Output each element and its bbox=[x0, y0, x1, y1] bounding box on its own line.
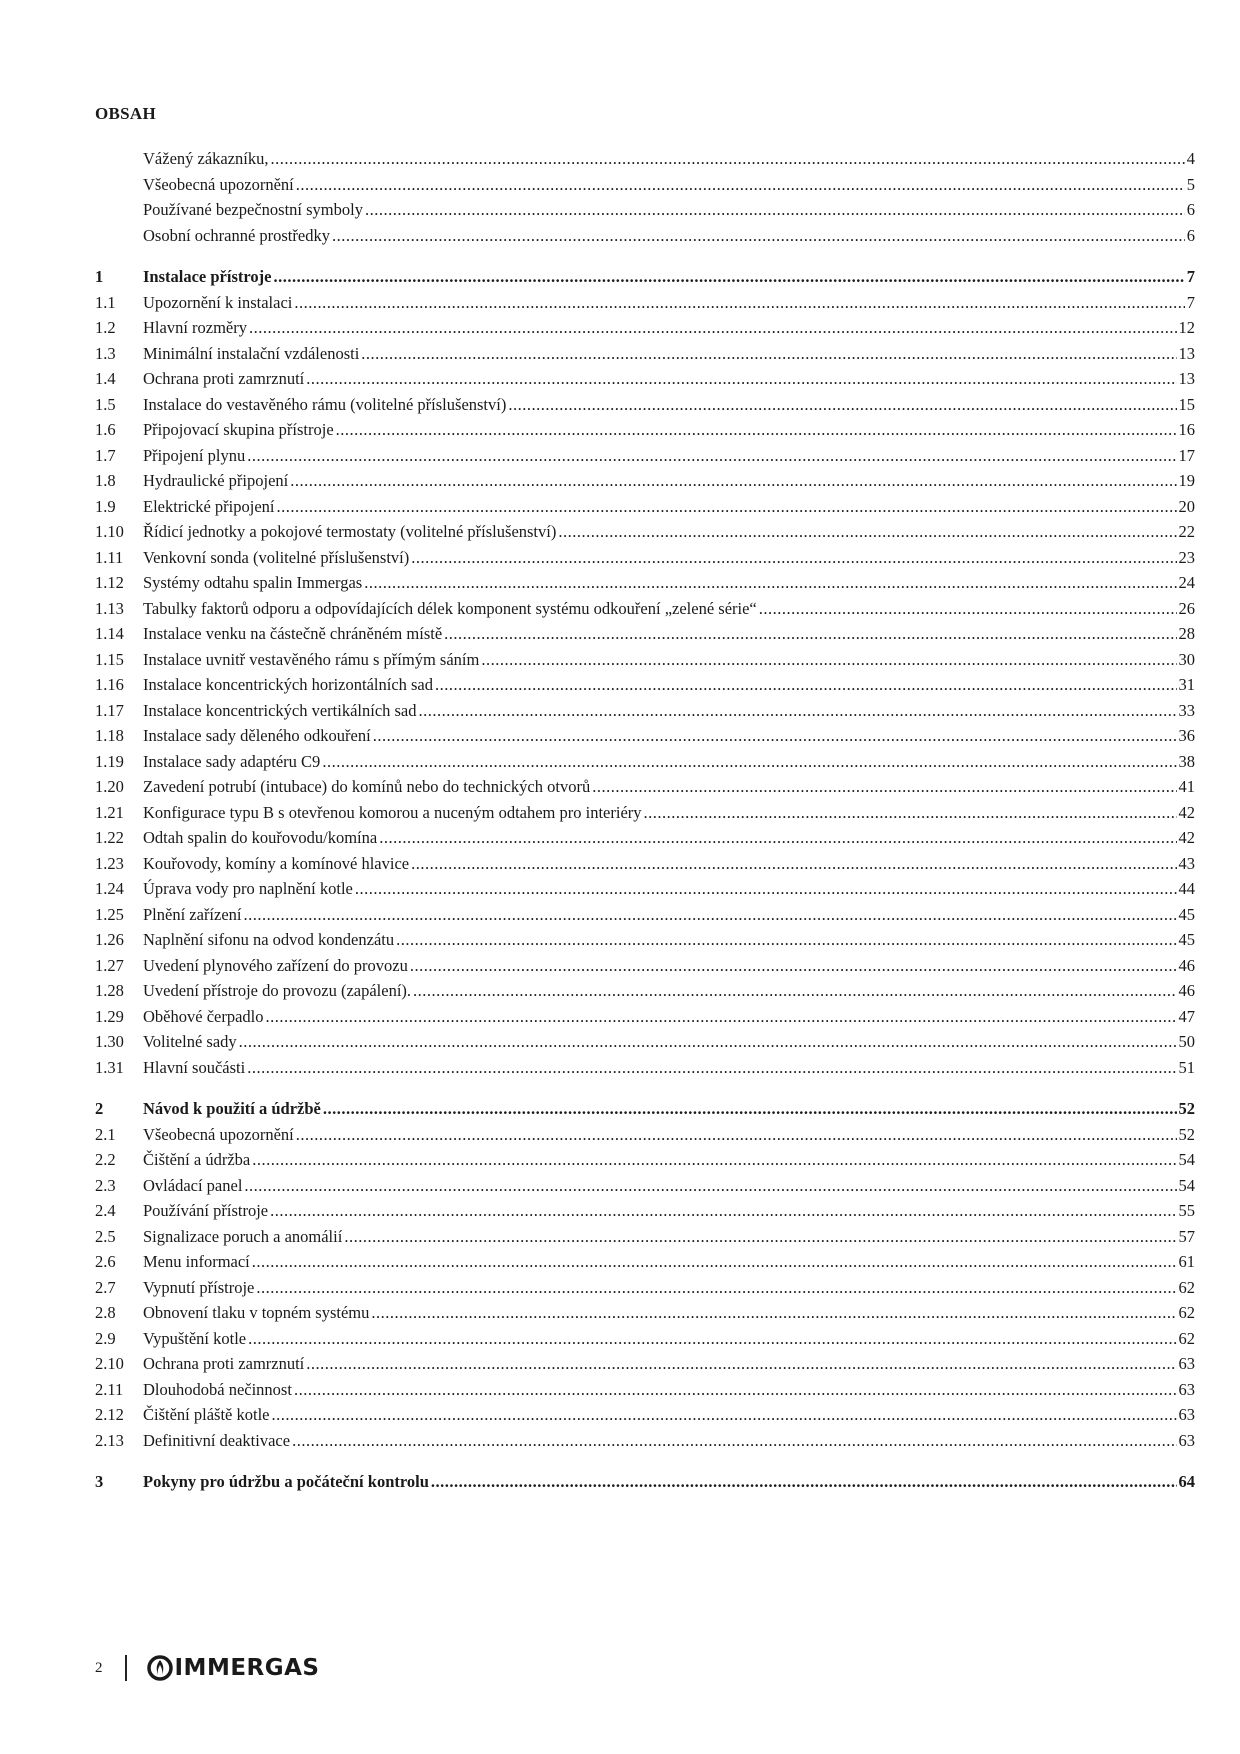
footer-divider bbox=[125, 1655, 127, 1681]
toc-number: 2.13 bbox=[95, 1430, 124, 1450]
toc-page-number: 57 bbox=[1178, 1226, 1195, 1246]
toc-page-number: 50 bbox=[1178, 1032, 1195, 1051]
toc-row[interactable] bbox=[95, 315, 1195, 341]
toc-row[interactable] bbox=[95, 672, 1195, 698]
toc-number: 1.13 bbox=[95, 598, 124, 618]
toc-page-number: 63 bbox=[1178, 1354, 1195, 1373]
toc-leader-dots bbox=[244, 1173, 1176, 1199]
toc-title: Instalace koncentrických horizontálních sad bbox=[143, 675, 434, 694]
toc-page-number: 62 bbox=[1178, 1303, 1195, 1322]
toc-number: 2.11 bbox=[95, 1379, 124, 1399]
toc-page-number: 30 bbox=[1178, 649, 1195, 669]
toc-row[interactable] bbox=[95, 749, 1195, 775]
toc-number: 1.22 bbox=[95, 828, 124, 847]
toc-page-number: 62 bbox=[1178, 1328, 1195, 1348]
toc-title: Ovládací panel bbox=[143, 1175, 243, 1195]
toc-title: Pokyny pro údržbu a počáteční kontrolu bbox=[143, 1472, 429, 1491]
toc-title: Ochrana proti zamrznutí bbox=[143, 369, 305, 388]
toc-row[interactable] bbox=[95, 1173, 1195, 1199]
toc-number: 1.10 bbox=[95, 522, 124, 541]
toc-number: 1.28 bbox=[95, 981, 124, 1000]
toc-leader-dots bbox=[435, 672, 1176, 698]
toc-title: Elektrické připojení bbox=[143, 496, 275, 516]
toc-title: Ochrana proti zamrznutí bbox=[143, 1354, 305, 1373]
toc-page-number: 63 bbox=[1178, 1405, 1195, 1424]
immergas-logo bbox=[147, 1655, 320, 1681]
toc-leader-dots bbox=[431, 1469, 1177, 1495]
toc-page-number: 52 bbox=[1178, 1124, 1195, 1144]
toc-page-number: 4 bbox=[1186, 149, 1195, 168]
toc-page-number: 19 bbox=[1178, 471, 1195, 490]
toc-leader-dots bbox=[273, 264, 1184, 290]
toc-leader-dots bbox=[252, 1249, 1177, 1275]
toc-number: 1.21 bbox=[95, 802, 124, 822]
toc-title: Odtah spalin do kouřovodu/komína bbox=[143, 828, 378, 847]
toc-leader-dots bbox=[306, 366, 1176, 392]
toc-page-number: 15 bbox=[1178, 394, 1195, 414]
toc-leader-dots bbox=[508, 392, 1176, 418]
toc-leader-dots bbox=[332, 223, 1185, 249]
toc-page-number: 41 bbox=[1178, 777, 1195, 796]
toc-title: Volitelné sady bbox=[143, 1032, 237, 1051]
toc-leader-dots bbox=[336, 417, 1177, 443]
toc-page-number: 63 bbox=[1178, 1430, 1195, 1450]
toc-leader-dots bbox=[481, 647, 1176, 673]
toc-chapter-row[interactable] bbox=[95, 1096, 1195, 1122]
toc-page-number: 24 bbox=[1178, 573, 1195, 592]
toc-number: 1.18 bbox=[95, 726, 124, 745]
toc-number: 1.3 bbox=[95, 343, 116, 363]
immergas-flame-icon bbox=[147, 1655, 173, 1681]
toc-page-number: 20 bbox=[1178, 496, 1195, 516]
toc-leader-dots bbox=[270, 1198, 1176, 1224]
toc-row[interactable] bbox=[95, 851, 1195, 877]
toc-title: Používání přístroje bbox=[143, 1201, 269, 1220]
toc-row[interactable] bbox=[95, 1004, 1195, 1030]
toc-page-number: 45 bbox=[1178, 930, 1195, 949]
toc-page-number: 51 bbox=[1178, 1057, 1195, 1077]
toc-row[interactable] bbox=[95, 978, 1195, 1004]
toc-leader-dots bbox=[644, 800, 1177, 826]
toc-row[interactable] bbox=[95, 876, 1195, 902]
toc-page-number: 31 bbox=[1178, 675, 1195, 694]
toc-title: Čištění a údržba bbox=[143, 1150, 251, 1169]
toc-title: Instalace venku na částečně chráněném místě bbox=[143, 624, 443, 643]
toc-title: Tabulky faktorů odporu a odpovídajících délek komponent systému odkouření „zelené série“ bbox=[143, 598, 757, 618]
toc-page-number: 13 bbox=[1178, 369, 1195, 388]
toc-leader-dots bbox=[411, 851, 1176, 877]
toc-title: Systémy odtahu spalin Immergas bbox=[143, 573, 363, 592]
toc-leader-dots bbox=[249, 315, 1176, 341]
toc-page-number: 45 bbox=[1178, 904, 1195, 924]
toc-number: 1 bbox=[95, 267, 104, 286]
toc-leader-dots bbox=[323, 1096, 1177, 1122]
toc-leader-dots bbox=[247, 443, 1176, 469]
toc-chapter-1-group bbox=[95, 264, 1195, 1080]
toc-number: 1.12 bbox=[95, 573, 124, 592]
toc-title: Konfigurace typu B s otevřenou komorou a nuceným odtahem pro interiéry bbox=[143, 802, 642, 822]
toc-row[interactable] bbox=[95, 1300, 1195, 1326]
toc-number: 2.5 bbox=[95, 1226, 116, 1246]
toc-leader-dots bbox=[759, 596, 1177, 622]
toc-title: Kouřovody, komíny a komínové hlavice bbox=[143, 853, 410, 873]
toc-page-number: 23 bbox=[1178, 547, 1195, 567]
toc-number: 2.12 bbox=[95, 1405, 124, 1424]
toc-leader-dots bbox=[344, 1224, 1176, 1250]
toc-page-number: 63 bbox=[1178, 1379, 1195, 1399]
toc-row[interactable] bbox=[95, 953, 1195, 979]
toc-page-number: 46 bbox=[1178, 955, 1195, 975]
toc-leader-dots bbox=[379, 825, 1176, 851]
toc-leader-dots bbox=[277, 494, 1177, 520]
toc-number: 1.15 bbox=[95, 649, 124, 669]
toc-row[interactable] bbox=[95, 927, 1195, 953]
toc-title: Používané bezpečnostní symboly bbox=[143, 200, 363, 219]
toc-row[interactable] bbox=[95, 1055, 1195, 1081]
toc-page-number: 33 bbox=[1178, 700, 1195, 720]
toc-row[interactable] bbox=[95, 1275, 1195, 1301]
toc-leader-dots bbox=[419, 698, 1177, 724]
toc-number: 1.11 bbox=[95, 547, 124, 567]
toc-title: Dlouhodobá nečinnost bbox=[143, 1379, 292, 1399]
toc-title: Minimální instalační vzdálenosti bbox=[143, 343, 360, 363]
toc-page-number: 54 bbox=[1178, 1175, 1195, 1195]
toc-number: 1.25 bbox=[95, 904, 124, 924]
toc-leader-dots bbox=[371, 1300, 1176, 1326]
toc-chapter-row[interactable] bbox=[95, 264, 1195, 290]
toc-row[interactable] bbox=[95, 417, 1195, 443]
toc-page-number: 6 bbox=[1186, 225, 1195, 245]
toc-preface-group bbox=[95, 146, 1195, 248]
toc-number: 1.8 bbox=[95, 471, 116, 490]
toc-title: Zavedení potrubí (intubace) do komínů nebo do technických otvorů bbox=[143, 777, 591, 796]
toc-leader-dots bbox=[294, 1377, 1177, 1403]
toc-page-number: 28 bbox=[1178, 624, 1195, 643]
toc-row[interactable] bbox=[95, 1351, 1195, 1377]
toc-row[interactable] bbox=[95, 698, 1195, 724]
toc-row[interactable] bbox=[95, 800, 1195, 826]
toc-leader-dots bbox=[256, 1275, 1176, 1301]
toc-page-number: 42 bbox=[1178, 802, 1195, 822]
toc-leader-dots bbox=[247, 1055, 1176, 1081]
toc-number: 1.20 bbox=[95, 777, 124, 796]
toc-page-number: 61 bbox=[1178, 1252, 1195, 1271]
toc-title: Obnovení tlaku v topném systému bbox=[143, 1303, 370, 1322]
toc-leader-dots bbox=[292, 1428, 1176, 1454]
toc-title: Návod k použití a údržbě bbox=[143, 1099, 321, 1118]
toc-number: 2 bbox=[95, 1099, 104, 1118]
toc-leader-dots bbox=[413, 978, 1176, 1004]
toc-row[interactable] bbox=[95, 197, 1195, 223]
toc-title: Čištění pláště kotle bbox=[143, 1405, 270, 1424]
toc-row[interactable] bbox=[95, 223, 1195, 249]
toc-number: 1.9 bbox=[95, 496, 116, 516]
toc-page-number: 6 bbox=[1186, 200, 1195, 219]
toc-page-number: 13 bbox=[1178, 343, 1195, 363]
toc-chapter-3-group bbox=[95, 1469, 1195, 1495]
toc-title: Instalace sady děleného odkouření bbox=[143, 726, 371, 745]
toc-leader-dots bbox=[306, 1351, 1176, 1377]
toc-row[interactable] bbox=[95, 1224, 1195, 1250]
table-of-contents bbox=[95, 146, 1195, 1511]
toc-title: Hlavní součásti bbox=[143, 1057, 246, 1077]
toc-leader-dots bbox=[266, 1004, 1177, 1030]
toc-title: Uvedení plynového zařízení do provozu bbox=[143, 955, 408, 975]
toc-chapter-2-group bbox=[95, 1096, 1195, 1453]
toc-row[interactable] bbox=[95, 825, 1195, 851]
toc-row[interactable] bbox=[95, 545, 1195, 571]
toc-number: 2.7 bbox=[95, 1277, 116, 1297]
toc-number: 2.10 bbox=[95, 1354, 124, 1373]
toc-page-number: 42 bbox=[1178, 828, 1195, 847]
toc-page-number: 44 bbox=[1178, 879, 1195, 898]
toc-leader-dots bbox=[355, 876, 1177, 902]
toc-number: 2.3 bbox=[95, 1175, 116, 1195]
toc-leader-dots bbox=[592, 774, 1176, 800]
toc-title: Všeobecná upozornění bbox=[143, 174, 294, 194]
toc-page-number: 55 bbox=[1178, 1201, 1195, 1220]
toc-row[interactable] bbox=[95, 774, 1195, 800]
toc-title: Vypnutí přístroje bbox=[143, 1277, 255, 1297]
toc-title: Venkovní sonda (volitelné příslušenství) bbox=[143, 547, 410, 567]
toc-leader-dots bbox=[373, 723, 1177, 749]
toc-row[interactable] bbox=[95, 443, 1195, 469]
toc-leader-dots bbox=[361, 341, 1176, 367]
toc-title: Instalace do vestavěného rámu (volitelné příslušenství) bbox=[143, 394, 507, 414]
toc-page-number: 62 bbox=[1178, 1277, 1195, 1297]
toc-row[interactable] bbox=[95, 1029, 1195, 1055]
toc-row[interactable] bbox=[95, 341, 1195, 367]
toc-page-number: 22 bbox=[1178, 522, 1195, 541]
toc-row[interactable] bbox=[95, 468, 1195, 494]
toc-title: Všeobecná upozornění bbox=[143, 1124, 294, 1144]
toc-leader-dots bbox=[271, 146, 1185, 172]
toc-row[interactable] bbox=[95, 1147, 1195, 1173]
toc-leader-dots bbox=[239, 1029, 1177, 1055]
toc-page-number: 46 bbox=[1178, 981, 1195, 1000]
toc-row[interactable] bbox=[95, 621, 1195, 647]
toc-title: Oběhové čerpadlo bbox=[143, 1006, 264, 1026]
toc-row[interactable] bbox=[95, 570, 1195, 596]
toc-page-number: 47 bbox=[1178, 1006, 1195, 1026]
toc-number: 1.16 bbox=[95, 675, 124, 694]
brand-name: IMMERGAS bbox=[174, 1655, 320, 1681]
toc-page-number: 17 bbox=[1178, 445, 1195, 465]
toc-number: 2.8 bbox=[95, 1303, 116, 1322]
toc-page-number: 64 bbox=[1178, 1472, 1195, 1491]
toc-leader-dots bbox=[290, 468, 1176, 494]
toc-number: 1.7 bbox=[95, 445, 116, 465]
toc-number: 1.5 bbox=[95, 394, 116, 414]
toc-page-number: 12 bbox=[1178, 318, 1195, 337]
toc-number: 1.2 bbox=[95, 318, 116, 337]
toc-number: 1.27 bbox=[95, 955, 124, 975]
toc-number: 2.1 bbox=[95, 1124, 116, 1144]
toc-leader-dots bbox=[322, 749, 1176, 775]
toc-number: 3 bbox=[95, 1472, 104, 1491]
toc-page-number: 26 bbox=[1178, 598, 1195, 618]
toc-chapter-row[interactable] bbox=[95, 1469, 1195, 1495]
toc-row[interactable] bbox=[95, 596, 1195, 622]
toc-leader-dots bbox=[558, 519, 1176, 545]
toc-title: Hydraulické připojení bbox=[143, 471, 289, 490]
toc-title: Úprava vody pro naplnění kotle bbox=[143, 879, 353, 898]
toc-page-number: 7 bbox=[1186, 267, 1195, 286]
toc-row[interactable] bbox=[95, 723, 1195, 749]
page-title: OBSAH bbox=[95, 104, 157, 123]
toc-page-number: 5 bbox=[1186, 174, 1195, 194]
toc-number: 1.30 bbox=[95, 1032, 124, 1051]
page-footer bbox=[95, 1652, 320, 1684]
toc-title: Menu informací bbox=[143, 1252, 250, 1271]
toc-title: Upozornění k instalaci bbox=[143, 292, 293, 312]
toc-title: Plnění zařízení bbox=[143, 904, 242, 924]
toc-row[interactable] bbox=[95, 1402, 1195, 1428]
toc-number: 1.29 bbox=[95, 1006, 124, 1026]
toc-row[interactable] bbox=[95, 1428, 1195, 1454]
toc-leader-dots bbox=[271, 1402, 1176, 1428]
toc-leader-dots bbox=[444, 621, 1176, 647]
toc-title: Signalizace poruch a anomálií bbox=[143, 1226, 343, 1246]
toc-row[interactable] bbox=[95, 519, 1195, 545]
toc-number: 1.24 bbox=[95, 879, 124, 898]
toc-row[interactable] bbox=[95, 494, 1195, 520]
toc-title: Instalace přístroje bbox=[143, 267, 272, 286]
toc-title: Instalace uvnitř vestavěného rámu s přímým sáním bbox=[143, 649, 480, 669]
toc-row[interactable] bbox=[95, 172, 1195, 198]
toc-number: 1.14 bbox=[95, 624, 124, 643]
toc-page-number: 7 bbox=[1186, 292, 1195, 312]
toc-title: Vážený zákazníku, bbox=[143, 149, 269, 168]
toc-number: 1.6 bbox=[95, 420, 116, 439]
toc-title: Uvedení přístroje do provozu (zapálení). bbox=[143, 981, 412, 1000]
toc-leader-dots bbox=[396, 927, 1176, 953]
toc-page-number: 54 bbox=[1178, 1150, 1195, 1169]
toc-number: 1.1 bbox=[95, 292, 116, 312]
toc-leader-dots bbox=[248, 1326, 1176, 1352]
toc-title: Osobní ochranné prostředky bbox=[143, 225, 330, 245]
toc-title: Připojení plynu bbox=[143, 445, 246, 465]
toc-title: Instalace koncentrických vertikálních sad bbox=[143, 700, 417, 720]
toc-title: Definitivní deaktivace bbox=[143, 1430, 291, 1450]
toc-number: 1.4 bbox=[95, 369, 116, 388]
toc-row[interactable] bbox=[95, 366, 1195, 392]
toc-number: 1.19 bbox=[95, 751, 124, 771]
toc-number: 1.17 bbox=[95, 700, 124, 720]
toc-row[interactable] bbox=[95, 647, 1195, 673]
toc-leader-dots bbox=[296, 172, 1185, 198]
toc-number: 2.6 bbox=[95, 1252, 116, 1271]
toc-row[interactable] bbox=[95, 290, 1195, 316]
toc-title: Instalace sady adaptéru C9 bbox=[143, 751, 321, 771]
toc-row[interactable] bbox=[95, 392, 1195, 418]
toc-title: Naplnění sifonu na odvod kondenzátu bbox=[143, 930, 395, 949]
toc-leader-dots bbox=[244, 902, 1177, 928]
toc-row[interactable] bbox=[95, 146, 1195, 172]
toc-number: 2.2 bbox=[95, 1150, 116, 1169]
toc-leader-dots bbox=[410, 953, 1177, 979]
toc-leader-dots bbox=[294, 290, 1184, 316]
toc-row[interactable] bbox=[95, 1377, 1195, 1403]
toc-page-number: 36 bbox=[1178, 726, 1195, 745]
toc-row[interactable] bbox=[95, 1122, 1195, 1148]
toc-title: Připojovací skupina přístroje bbox=[143, 420, 334, 439]
toc-number: 2.4 bbox=[95, 1201, 116, 1220]
toc-number: 1.31 bbox=[95, 1057, 124, 1077]
toc-number: 1.26 bbox=[95, 930, 124, 949]
toc-row[interactable] bbox=[95, 1198, 1195, 1224]
toc-row[interactable] bbox=[95, 1326, 1195, 1352]
toc-leader-dots bbox=[365, 197, 1185, 223]
toc-page-number: 16 bbox=[1178, 420, 1195, 439]
page-number: 2 bbox=[95, 1659, 103, 1676]
toc-row[interactable] bbox=[95, 902, 1195, 928]
toc-title: Hlavní rozměry bbox=[143, 318, 248, 337]
toc-leader-dots bbox=[296, 1122, 1177, 1148]
toc-page-number: 38 bbox=[1178, 751, 1195, 771]
toc-leader-dots bbox=[411, 545, 1176, 571]
toc-leader-dots bbox=[252, 1147, 1176, 1173]
toc-number: 1.23 bbox=[95, 853, 124, 873]
toc-number: 2.9 bbox=[95, 1328, 116, 1348]
toc-page-number: 52 bbox=[1178, 1099, 1195, 1118]
toc-page-number: 43 bbox=[1178, 853, 1195, 873]
toc-leader-dots bbox=[364, 570, 1176, 596]
toc-title: Řídicí jednotky a pokojové termostaty (volitelné příslušenství) bbox=[143, 522, 557, 541]
toc-row[interactable] bbox=[95, 1249, 1195, 1275]
toc-title: Vypuštění kotle bbox=[143, 1328, 247, 1348]
